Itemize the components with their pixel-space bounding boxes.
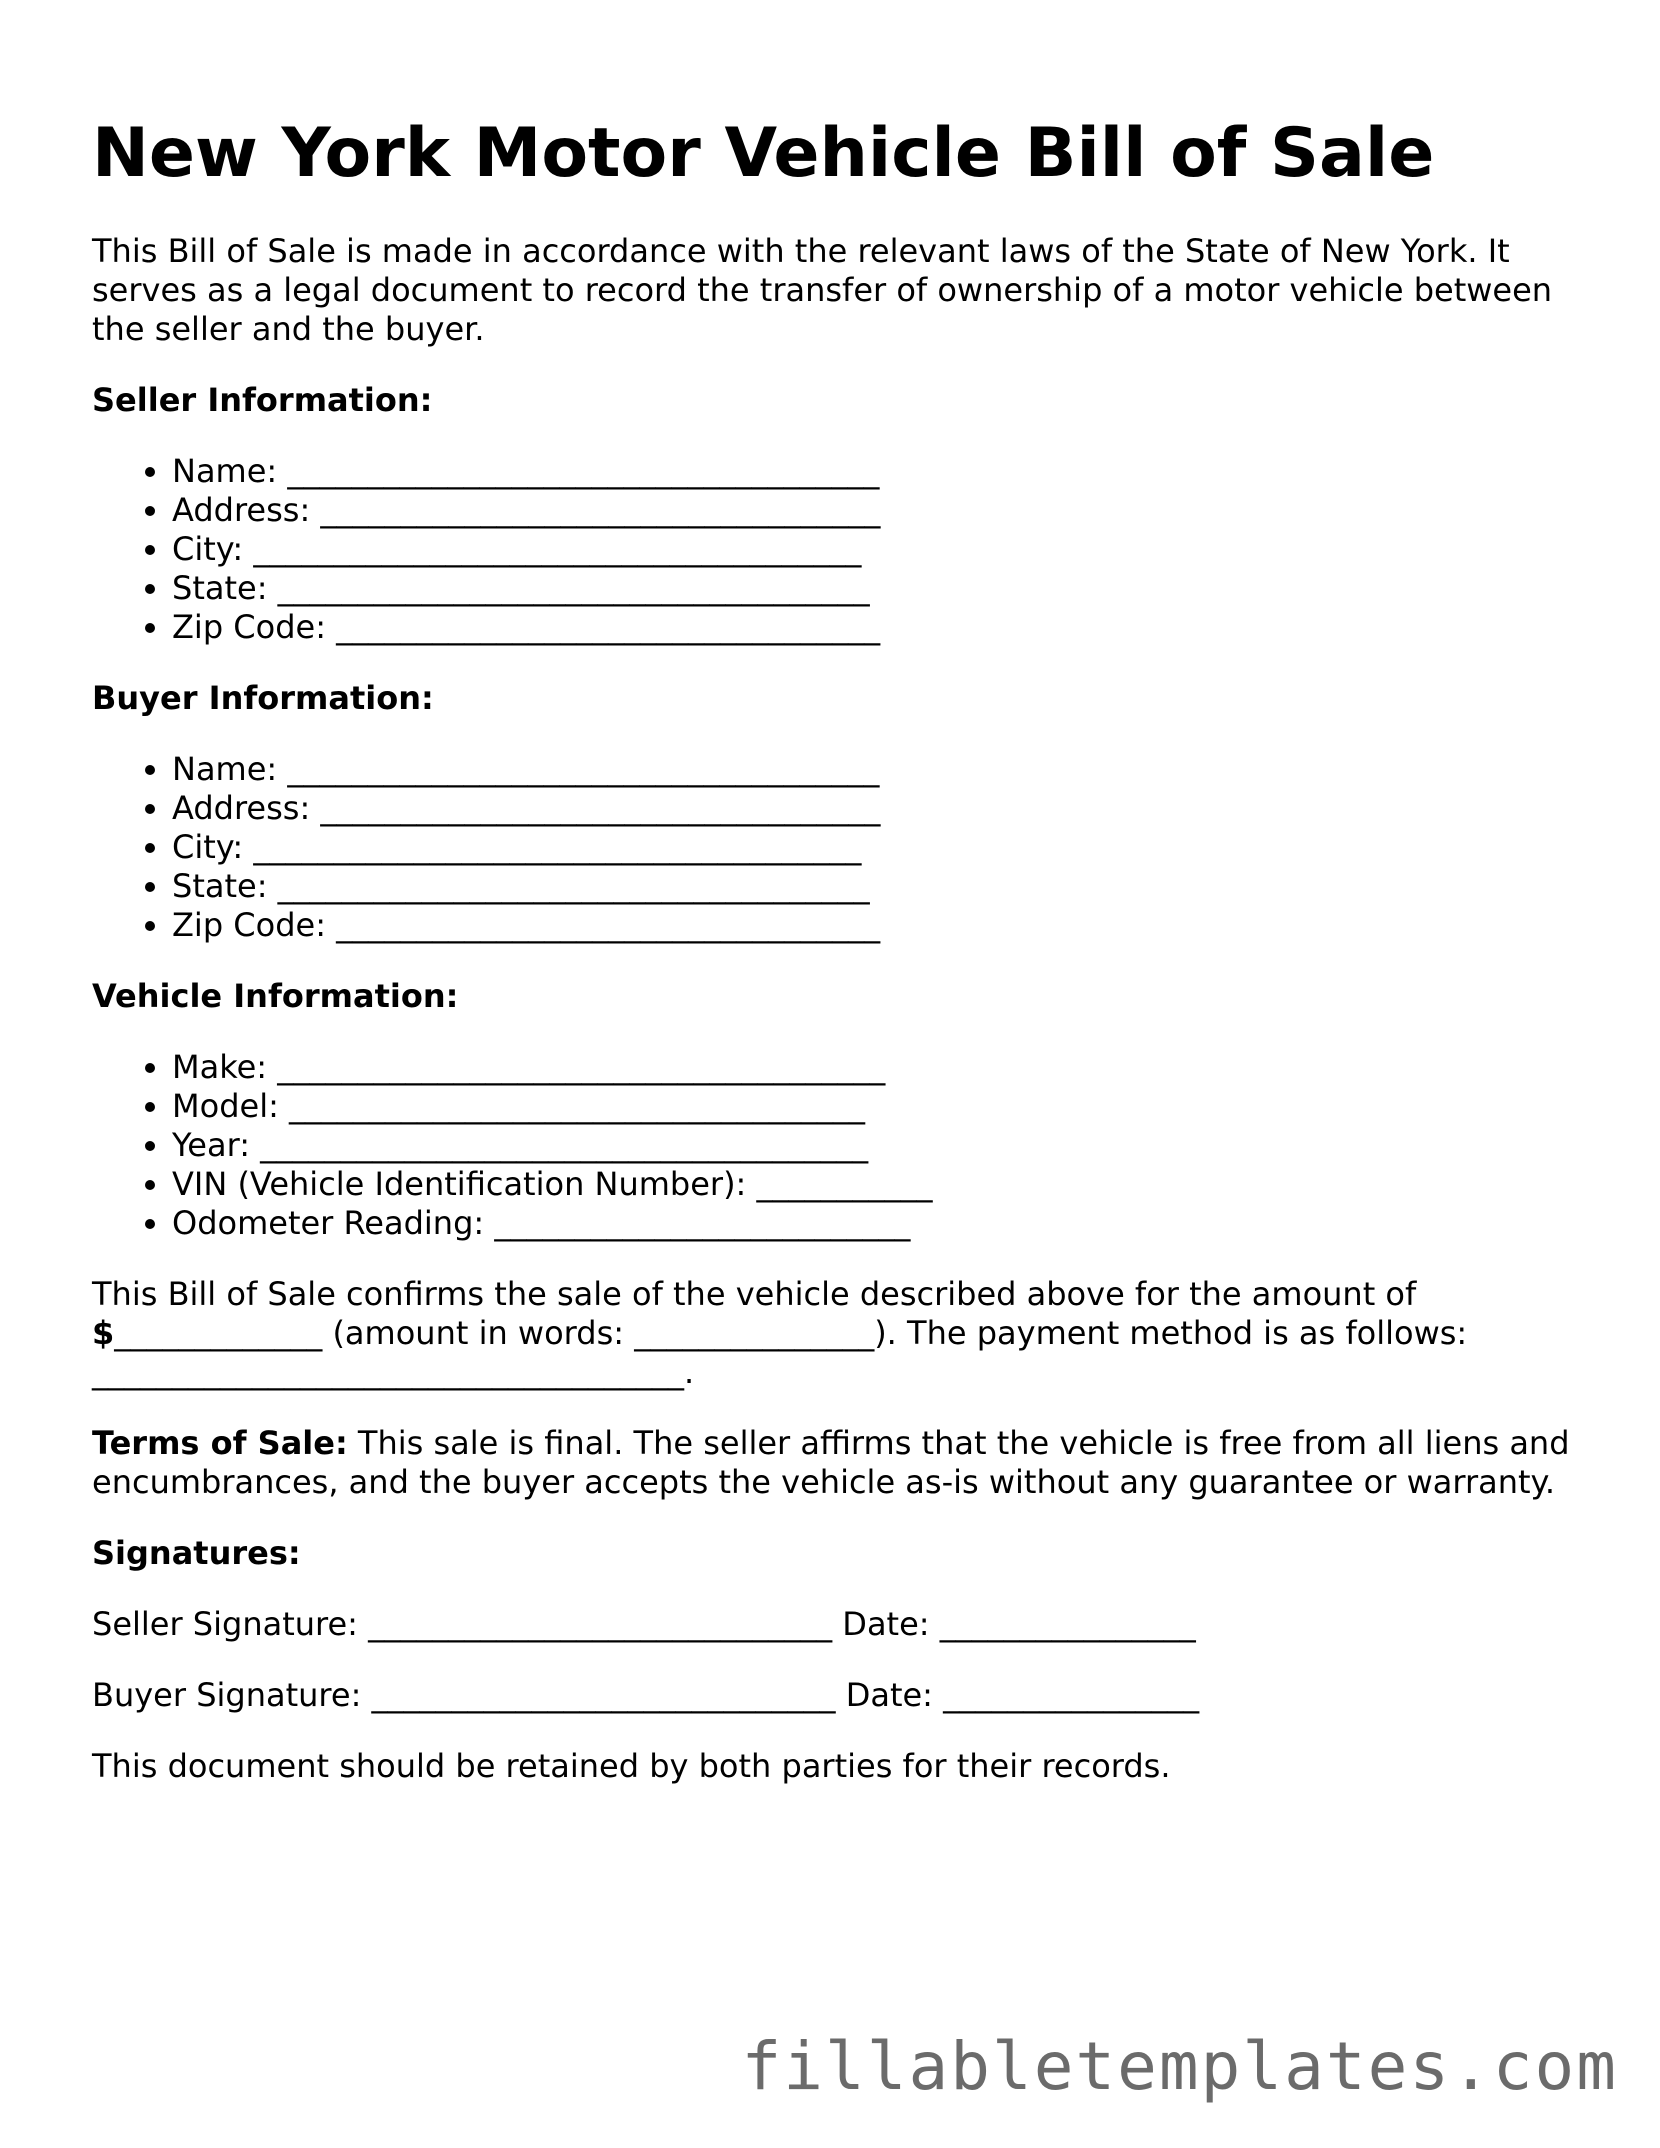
- seller-zip-field[interactable]: • Zip Code: __________________________________: [172, 608, 1572, 647]
- buyer-heading: Buyer Information:: [92, 679, 434, 717]
- retention-note: This document should be retained by both parties for their records.: [92, 1747, 1171, 1785]
- buyer-zip-field[interactable]: • Zip Code: __________________________________: [172, 906, 1572, 945]
- document-title: New York Motor Vehicle Bill of Sale: [92, 114, 1435, 193]
- seller-city-field[interactable]: • City: ______________________________________: [172, 530, 1572, 569]
- vehicle-heading: Vehicle Information:: [92, 977, 459, 1015]
- vehicle-fields-list: [92, 1048, 1572, 1243]
- sale-text-before: This Bill of Sale confirms the sale of the vehicle described above for the amount of: [92, 1275, 1417, 1313]
- seller-signature-line[interactable]: Seller Signature: _____________________________ Date: ________________: [92, 1605, 1196, 1643]
- sale-paragraph: [92, 1275, 1572, 1392]
- vehicle-year-field[interactable]: • Year: ______________________________________: [172, 1126, 1572, 1165]
- buyer-fields-list: [92, 750, 1572, 945]
- terms-paragraph: [92, 1424, 1572, 1502]
- buyer-address-field[interactable]: • Address: ___________________________________: [172, 789, 1572, 828]
- vehicle-model-field[interactable]: • Model: ____________________________________: [172, 1087, 1572, 1126]
- buyer-city-field[interactable]: • City: ______________________________________: [172, 828, 1572, 867]
- dollar-sign: $: [92, 1314, 115, 1352]
- sale-text-after: (amount in words: _______________). The payment method is as follows: _____________________________________.: [92, 1314, 1468, 1391]
- buyer-state-field[interactable]: • State: _____________________________________: [172, 867, 1572, 906]
- seller-address-field[interactable]: • Address: ___________________________________: [172, 491, 1572, 530]
- buyer-signature-line[interactable]: Buyer Signature: _____________________________ Date: ________________: [92, 1676, 1200, 1714]
- seller-name-field[interactable]: • Name: _____________________________________: [172, 452, 1572, 491]
- seller-fields-list: [92, 452, 1572, 647]
- sale-amount-field[interactable]: _____________: [114, 1314, 323, 1352]
- intro-paragraph: This Bill of Sale is made in accordance with the relevant laws of the State of New York. It serves as a legal document to record the transfer of ownership of a motor vehicle between the seller and the buyer.: [92, 232, 1553, 348]
- vehicle-odometer-field[interactable]: • Odometer Reading: __________________________: [172, 1204, 1572, 1243]
- signatures-heading: Signatures:: [92, 1534, 301, 1572]
- vehicle-vin-field[interactable]: • VIN (Vehicle Identification Number): ___________: [172, 1165, 1572, 1204]
- seller-heading: Seller Information:: [92, 381, 433, 419]
- document-body: [92, 232, 1572, 1818]
- buyer-name-field[interactable]: • Name: _____________________________________: [172, 750, 1572, 789]
- watermark-text: fillabletemplates.com: [741, 2028, 1618, 2105]
- terms-text: This sale is final. The seller affirms that the vehicle is free from all liens and encumbrances, and the buyer accepts the vehicle as-is without any guarantee or warranty.: [92, 1424, 1570, 1501]
- seller-state-field[interactable]: • State: _____________________________________: [172, 569, 1572, 608]
- vehicle-make-field[interactable]: • Make: ______________________________________: [172, 1048, 1572, 1087]
- terms-label: Terms of Sale:: [92, 1424, 348, 1462]
